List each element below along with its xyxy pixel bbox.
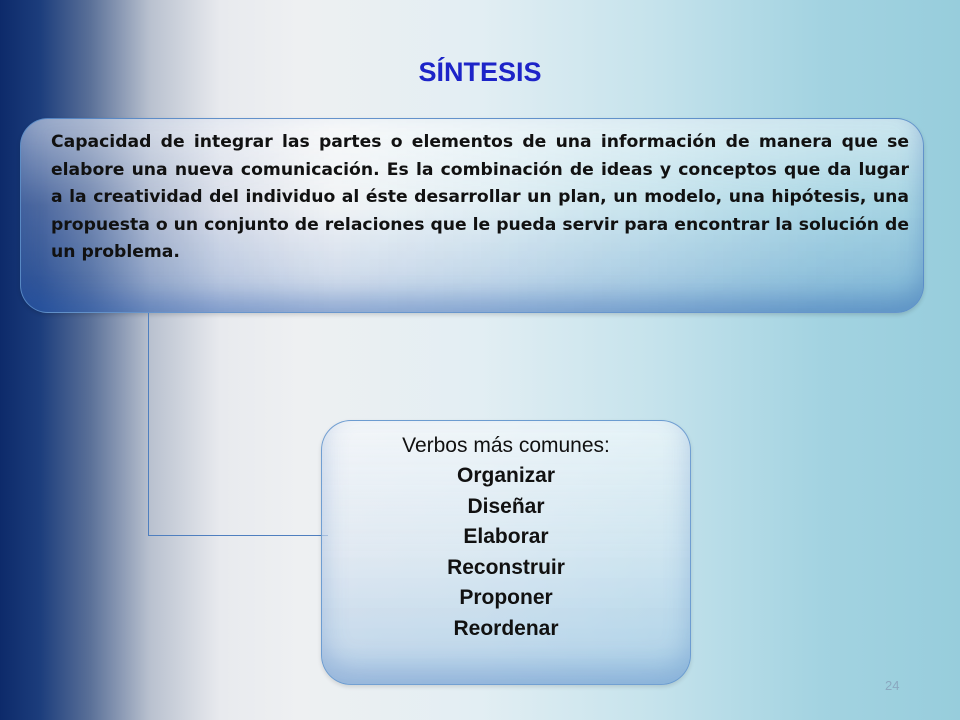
connector-line — [148, 313, 328, 536]
definition-text: Capacidad de integrar las partes o elementos de una información de manera que se elabore una nueva comunicación. Es la combinación de ideas y conceptos que da lugar a la creatividad del individuo al éste desarrollar un plan, un modelo, una hipótesis, una propuesta o un conjunto de relaciones que le pueda servir para encontrar la solución de un problema. — [51, 132, 909, 262]
page-number: 24 — [885, 678, 900, 693]
verb-item-disenar: Diseñar — [467, 494, 545, 518]
verbs-box — [321, 420, 691, 685]
verbs-list — [322, 461, 690, 644]
verbs-heading: Verbos más comunes: — [402, 434, 610, 457]
verb-item-elaborar: Elaborar — [463, 525, 549, 548]
verb-item-organizar: Organizar — [456, 464, 556, 487]
verb-item-reconstruir: Reconstruir — [447, 555, 565, 579]
slide-title: SÍNTESIS — [418, 57, 542, 87]
verb-item-proponer: Proponer — [459, 586, 553, 609]
definition-box — [20, 118, 924, 313]
verb-item-reordenar: Reordenar — [453, 616, 559, 640]
